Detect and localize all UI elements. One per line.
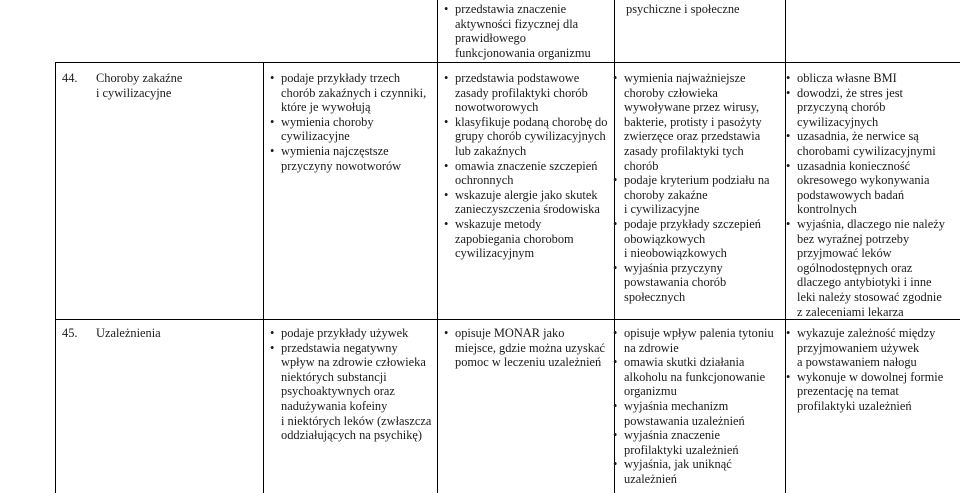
list-item: • opisuje MONAR jako miejsce, gdzie można uzyskać pomoc w leczeniu uzależnień xyxy=(444,326,612,370)
list-item: • klasyfikuje podaną chorobę do grupy chorób cywilizacyjnych lub zakaźnych xyxy=(444,115,612,159)
row45-level4-cell xyxy=(786,326,959,414)
list-item: • wyjaśnia znaczenie profilaktyki uzależnień xyxy=(613,428,783,457)
row-number: 45. xyxy=(62,326,78,340)
table-col-divider-3 xyxy=(437,0,438,493)
list-item: • wyjaśnia, dlaczego nie należy bez wyraźnej potrzeby przyjmować leków ogólnodostępnych oraz dlaczego antybiotyki i inne leki należy stosować zgodnie z zaleceniami lekarza xyxy=(786,217,959,319)
row45-level2-cell xyxy=(444,326,612,370)
list-item: • wskazuje alergie jako skutek zanieczyszczenia środowiska xyxy=(444,188,612,217)
row-topic: Uzależnienia xyxy=(96,326,161,340)
list-item: • omawia znaczenie szczepień ochronnych xyxy=(444,159,612,188)
list-item: • opisuje wpływ palenia tytoniu na zdrowie xyxy=(613,326,783,355)
list-item: • przedstawia podstawowe zasady profilaktyki chorób nowotworowych xyxy=(444,71,612,115)
row45-level3-cell xyxy=(613,326,783,487)
list-item: • wyjaśnia, jak uniknąć uzależnień xyxy=(613,457,783,486)
list-item: • podaje kryterium podziału na choroby zakaźne i cywilizacyjne xyxy=(613,173,783,217)
list-item: • uzasadnia konieczność okresowego wykonywania podstawowych badań kontrolnych xyxy=(786,159,959,217)
top-row-level3-cell: psychiczne i społeczne xyxy=(626,2,740,16)
row44-level4-cell xyxy=(786,71,959,319)
list-item: • podaje przykłady trzech chorób zakaźnych i czynniki, które je wywołują xyxy=(270,71,436,115)
table-rule-top-row-bottom xyxy=(55,62,960,63)
list-item: • wyjaśnia przyczyny powstawania chorób społecznych xyxy=(613,261,783,305)
list-item: • wskazuje metody zapobiegania chorobom cywilizacyjnym xyxy=(444,217,612,261)
list-item: • omawia skutki działania alkoholu na funkcjonowanie organizmu xyxy=(613,355,783,399)
row44-level1-cell xyxy=(270,71,436,173)
table-col-divider-2 xyxy=(263,62,264,493)
list-item: • wyjaśnia mechanizm powstawania uzależnień xyxy=(613,399,783,428)
list-item: • wykazuje zależność między przyjmowaniem używek a powstawaniem nałogu xyxy=(786,326,959,370)
list-item: • wymienia najczęstsze przyczyny nowotworów xyxy=(270,144,436,173)
row-topic: Choroby zakaźne i cywilizacyjne xyxy=(96,71,183,100)
list-item: • wymienia najważniejsze choroby człowieka wywoływane przez wirusy, bakterie, protisty i pasożyty zwierzęce oraz przedstawia zasady profilaktyki tych chorób xyxy=(613,71,783,173)
list-item: • podaje przykłady używek xyxy=(270,326,436,341)
list-item: • podaje przykłady szczepień obowiązkowych i nieobowiązkowych xyxy=(613,217,783,261)
list-item: • dowodzi, że stres jest przyczyną chorób cywilizacyjnych xyxy=(786,86,959,130)
table-col-divider-1 xyxy=(55,62,56,493)
row45-level1-cell xyxy=(270,326,436,443)
list-item: • przedstawia negatywny wpływ na zdrowie człowieka niektórych substancji psychoaktywnych oraz nadużywania kofeiny i niektórych leków (zwłaszcza oddziałujących na psychikę) xyxy=(270,341,436,443)
top-row-level2-cell xyxy=(444,2,612,60)
table-rule-row44-bottom xyxy=(55,319,960,320)
list-item: • uzasadnia, że nerwice są chorobami cywilizacyjnymi xyxy=(786,129,959,158)
row44-level3-cell xyxy=(613,71,783,305)
list-item: • przedstawia znaczenie aktywności fizycznej dla prawidłowego funkcjonowania organizmu xyxy=(444,2,612,60)
row-number: 44. xyxy=(62,71,78,85)
list-item: • oblicza własne BMI xyxy=(786,71,959,86)
row44-level2-cell xyxy=(444,71,612,261)
list-item: • wykonuje w dowolnej formie prezentację na temat profilaktyki uzależnień xyxy=(786,370,959,414)
list-item: • wymienia choroby cywilizacyjne xyxy=(270,115,436,144)
